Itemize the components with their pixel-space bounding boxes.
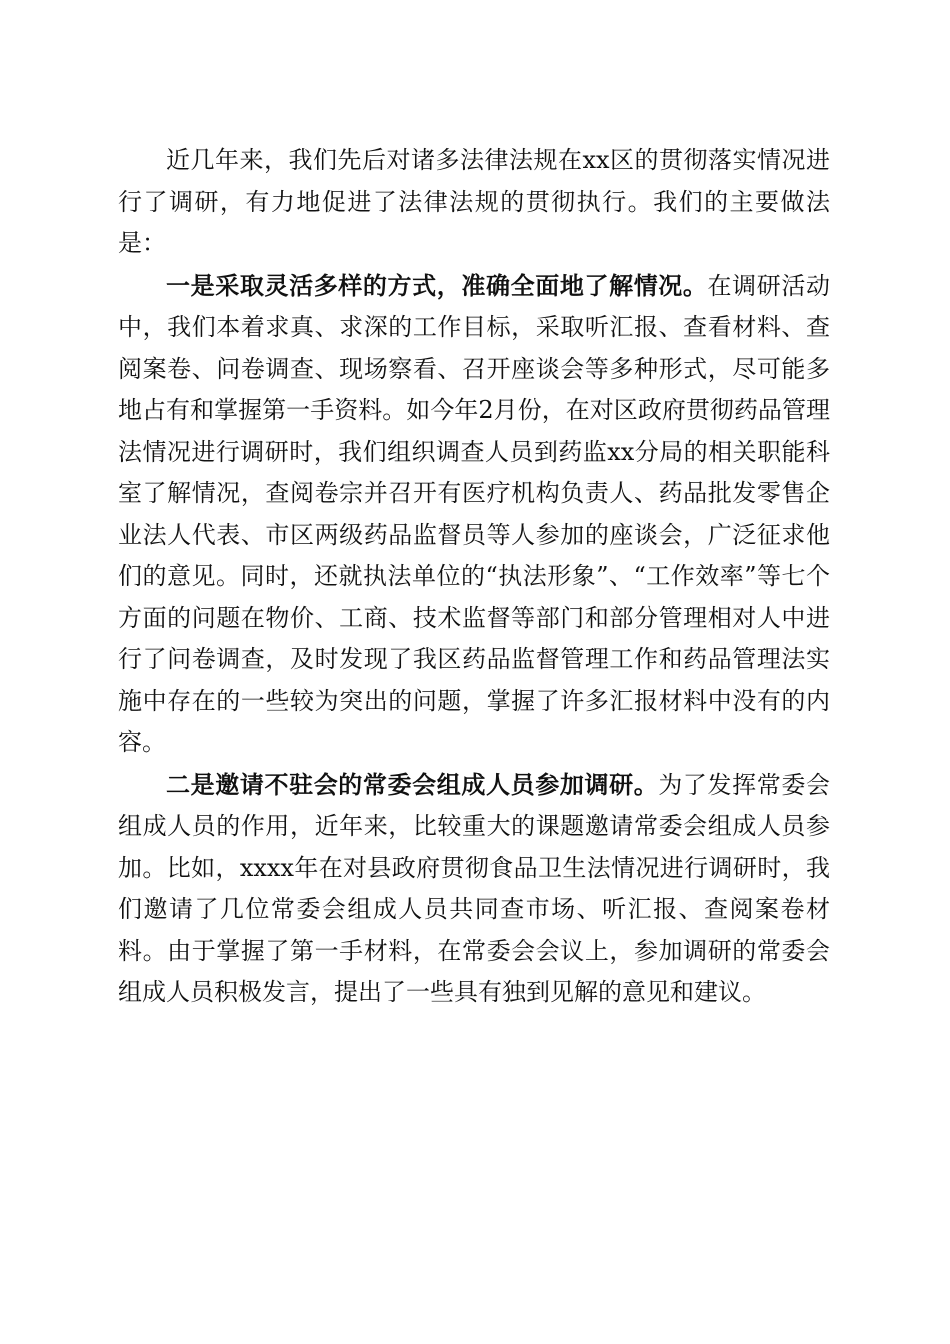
document-body [118,140,830,1014]
paragraph-point-two-heading: 二是邀请不驻会的常委会组成人员参加调研。 [166,769,659,799]
paragraph-point-two [118,764,830,1014]
paragraph-point-one-heading: 一是采取灵活多样的方式，准确全面地了解情况。 [166,270,708,300]
paragraph-point-two-text: 为了发挥常委会组成人员的作用，近年来，比较重大的课题邀请常委会组成人员参加。比如，xxxx年在对县政府贯彻食品卫生法情况进行调研时，我们邀请了几位常委会组成人员共同查市场、听汇报、查阅案卷材料。由于掌握了第一手材料，在常委会会议上，参加调研的常委会组成人员积极发言，提出了一些具有独到见解的意见和建议。 [118,770,831,1006]
paragraph-point-one [118,265,830,764]
paragraph-intro-text: 近几年来，我们先后对诸多法律法规在xx区的贯彻落实情况进行了调研，有力地促进了法律法规的贯彻执行。我们的主要做法是： [118,146,830,257]
paragraph-intro [118,140,830,265]
paragraph-point-one-text: 在调研活动中，我们本着求真、求深的工作目标，采取听汇报、查看材料、查阅案卷、问卷调查、现场察看、召开座谈会等多种形式，尽可能多地占有和掌握第一手资料。如今年2月份，在对区政府贯彻药品管理法情况进行调研时，我们组织调查人员到药监xx分局的相关职能科室了解情况，查阅卷宗并召开有医疗机构负责人、药品批发零售企业法人代表、市区两级药品监督员等人参加的座谈会，广泛征求他们的意见。同时，还就执法单位的“执法形象”、“工作效率”等七个方面的问题在物价、工商、技术监督等部门和部分管理相对人中进行了问卷调查，及时发现了我区药品监督管理工作和药品管理法实施中存在的一些较为突出的问题，掌握了许多汇报材料中没有的内容。 [118,271,831,756]
